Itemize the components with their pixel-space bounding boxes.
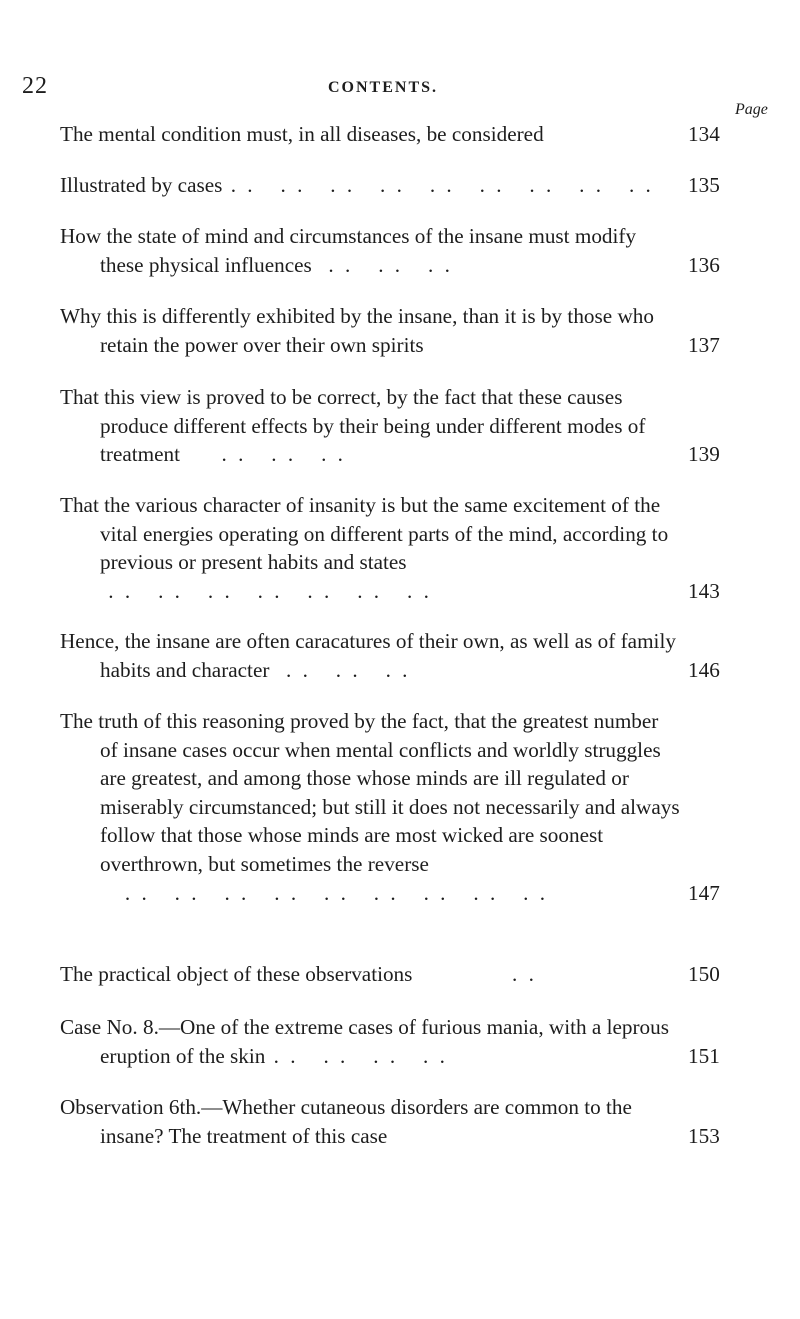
dot-leaders: . . . . . . . . . . . . . . . . . .	[100, 880, 549, 905]
page-number: 22	[22, 73, 48, 99]
contents-entry	[60, 707, 720, 907]
dot-leaders: . . . . . . . . . . . . . .	[100, 578, 432, 603]
entry-page-number: 143	[688, 578, 720, 603]
contents-entry	[60, 1093, 720, 1150]
entry-text: Illustrated by cases . . . . . . . . . . . . . . . . . .	[60, 173, 654, 197]
entry-page-number: 153	[688, 1123, 720, 1148]
entry-page-number: 151	[688, 1043, 720, 1068]
entry-text: That this view is proved to be correct, by the fact that these causes produce different effects by their being under different modes of treatment . . . . . .	[60, 385, 646, 467]
contents-entry	[60, 1013, 720, 1070]
dot-leaders: . . . . . .	[180, 442, 346, 467]
entry-text: That the various character of insanity is but the same excitement of the vital energies operating on different parts of the mind, according to previous or present habits and states . . . . . . . . . . . . . .	[60, 493, 669, 603]
entry-text: Observation 6th.—Whether cutaneous disorders are common to the insane? The treatment of this case	[60, 1095, 632, 1148]
contents-entry	[60, 120, 720, 149]
entry-page-number: 135	[688, 173, 720, 197]
contents-entry	[60, 171, 720, 200]
dot-leaders: . . . . . .	[311, 252, 453, 277]
running-head: CONTENTS.	[328, 79, 439, 96]
entry-page-number: 150	[688, 962, 720, 986]
contents-entry	[60, 383, 720, 469]
contents-entry	[60, 960, 720, 989]
entry-text: The practical object of these observations . .	[60, 962, 537, 986]
dot-leaders: . . . . . .	[269, 657, 411, 682]
dot-leaders: . . . . . . . . . . . . . . . . . .	[222, 173, 654, 197]
entry-text: Hence, the insane are often caracatures of their own, as well as of family habits and character . . . . . .	[60, 629, 676, 682]
dot-leaders: . . . . . . . .	[265, 1043, 448, 1068]
entry-page-number: 134	[688, 122, 720, 146]
contents-entry	[60, 302, 720, 359]
dot-leaders: . .	[412, 962, 537, 986]
page-column-label: Page	[735, 101, 768, 118]
entry-page-number: 137	[688, 332, 720, 357]
entry-text: Case No. 8.—One of the extreme cases of furious mania, with a leprous eruption of the skin . . . . . . . .	[60, 1015, 669, 1068]
contents-entry	[60, 491, 720, 605]
entry-page-number: 146	[688, 657, 720, 682]
contents-entry	[60, 627, 720, 684]
entry-text: How the state of mind and circumstances of the insane must modify these physical influences . . . . . .	[60, 224, 637, 277]
entry-page-number: 147	[688, 880, 720, 905]
entry-page-number: 136	[688, 252, 720, 277]
entry-text: The truth of this reasoning proved by the fact, that the greatest number of insane cases occur when mental conflicts and worldly struggles are greatest, and among those whose minds are ill regulated or miserably circumstanced; but still it does not necessarily and always follow that those whose minds are most wicked are soonest overthrown, but sometimes the reverse . . . . . . . . . . . . . . . . . .	[60, 709, 680, 905]
entry-text: Why this is differently exhibited by the insane, than it is by those who retain the power over their own spirits	[60, 304, 654, 357]
entry-text: The mental condition must, in all diseases, be considered	[60, 122, 544, 146]
entry-page-number: 139	[688, 442, 720, 467]
contents-entry	[60, 222, 720, 279]
